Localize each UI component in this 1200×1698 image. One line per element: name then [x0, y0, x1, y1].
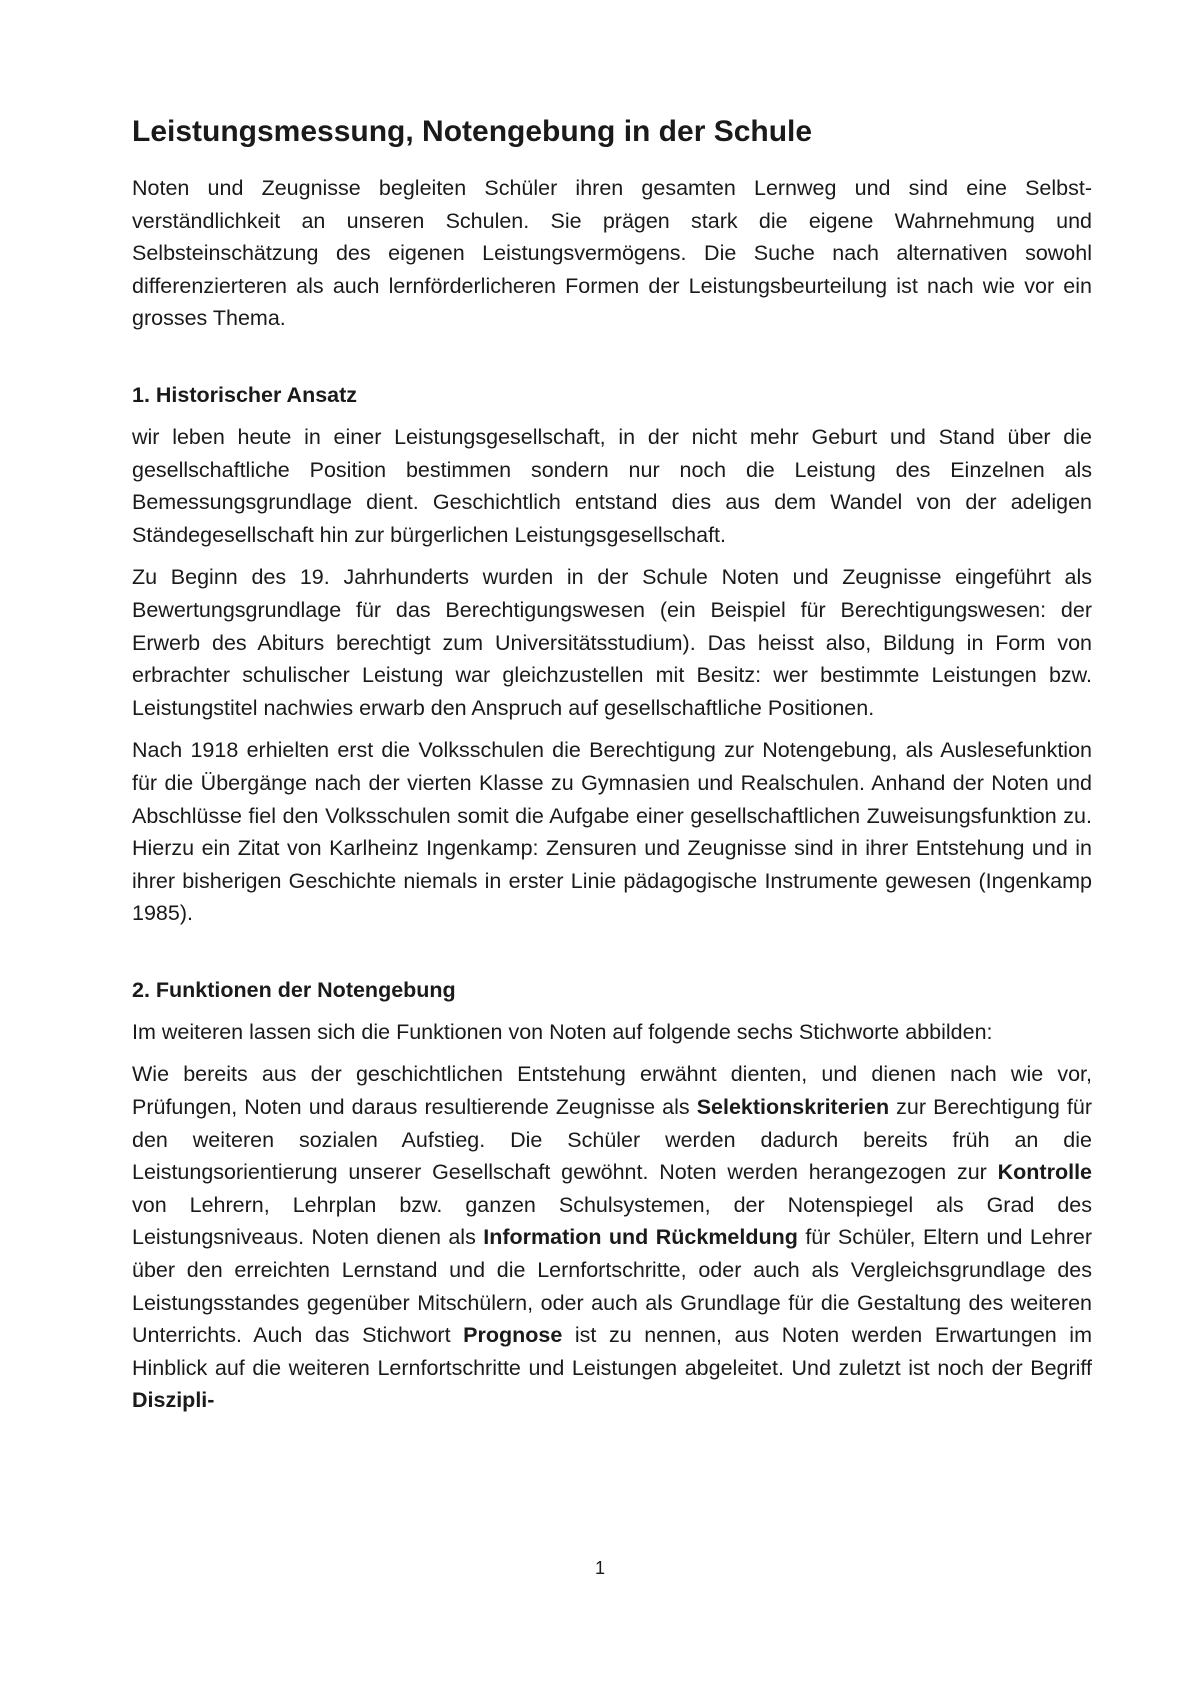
- term-disziplinierung: Diszipli-: [132, 1388, 215, 1413]
- section1-paragraph-2: Zu Beginn des 19. Jahrhunderts wurden in der Schule Noten und Zeugnisse eingeführt als Bewertungsgrundlage für das Berechtigungswesen (ein Beispiel für Berechtigungswesen: der Erwerb des Abiturs berechtigt zum Universitätsstudium). Das heisst also, Bildung in Form von erbrachter schulischer Leistung war gleichzustellen mit Besitz: wer bestimmte Leistungen bzw. Leistungstitel nachwies erwarb den Anspruch auf gesellschaftliche Positionen.: [132, 565, 1092, 720]
- term-selektionskriterien: Selektionskriterien: [696, 1095, 890, 1120]
- section1-paragraph-3: Nach 1918 erhielten erst die Volksschulen die Berechtigung zur Notengebung, als Auslesefunktion für die Übergänge nach der vierten Klasse zu Gymnasien und Realschulen. Anhand der Noten und Abschlüsse fiel den Volksschulen somit die Aufgabe einer gesellschaftlichen Zuweisungsfunktion zu. Hierzu ein Zitat von Karlheinz Ingenkamp: Zensuren und Zeugnisse sind in ihrer Entstehung und in ihrer bisherigen Geschichte niemals in erster Linie pädagogische Instrumente gewesen (Ingenkamp 1985).: [132, 738, 1092, 926]
- section1-paragraph-1: wir leben heute in einer Leistungsgesellschaft, in der nicht mehr Geburt und Stand über die gesellschaftliche Position bestimmen sondern nur noch die Leistung des Einzelnen als Bemessungsgrundlage dient. Geschichtlich entstand dies aus dem Wandel von der adeligen Ständegesellschaft hin zur bürgerlichen Leistungsgesellschaft.: [132, 424, 1092, 547]
- document-page: [132, 112, 1092, 1417]
- text-run: zur Berechtigung für den weiteren sozialen Aufstieg. Die Schüler werden dadurch bereits früh an die Leistungsorientierung unserer Gesellschaft gewöhnt. Noten werden herangezogen zur: [132, 1095, 1092, 1185]
- section2-paragraph-1: Im weiteren lassen sich die Funktionen von Noten auf folgende sechs Stichworte abbilden:: [132, 1019, 993, 1044]
- term-kontrolle: Kontrolle: [997, 1160, 1092, 1185]
- term-prognose: Prognose: [463, 1323, 563, 1348]
- text-run: für Schüler, Eltern und Lehrer über den erreichten Lernstand und die Lernfortschritte, oder auch als Vergleichsgrundlage des Leistungsstandes gegenüber Mitschülern, oder auch als Grundlage für die Gestaltung des weiteren Unterrichts. Auch das Stichwort: [132, 1225, 1092, 1348]
- section2-paragraph-2: [132, 1058, 1092, 1417]
- text-run: ist zu nennen, aus Noten werden Erwartungen im Hinblick auf die weiteren Lernfortschritte und Leistungen abgeleitet. Und zuletzt ist noch der Begriff: [132, 1323, 1092, 1380]
- document-title: Leistungsmessung, Notengebung in der Schule: [132, 115, 813, 148]
- term-information-rueckmeldung: Information und Rückmeldung: [483, 1225, 798, 1250]
- page-number: 1: [594, 1558, 605, 1578]
- text-run: von Lehrern, Lehrplan bzw. ganzen Schulsystemen, der Notenspiegel als Grad des Leistungsniveaus. Noten dienen als: [132, 1192, 1092, 1250]
- text-run: Wie bereits aus der geschichtlichen Entstehung erwähnt dienten, und dienen nach wie vor, Prüfungen, Noten und daraus resultierende Zeugnisse als: [132, 1062, 1092, 1120]
- section-heading-funktionen: 2. Funktionen der Notengebung: [132, 977, 456, 1002]
- section-heading-historischer-ansatz: 1. Historischer Ansatz: [132, 382, 358, 407]
- intro-paragraph: Noten und Zeugnisse begleiten Schüler ihren gesamten Lernweg und sind eine Selbstverständlichkeit an unseren Schulen. Sie prägen stark die eigene Wahrnehmung und Selbsteinschätzung des eigenen Leistungsvermögens. Die Suche nach alternativen sowohl differenzierteren als auch lernförderlicheren Formen der Leistungsbeurteilung ist nach wie vor ein grosses Thema.: [132, 176, 1092, 331]
